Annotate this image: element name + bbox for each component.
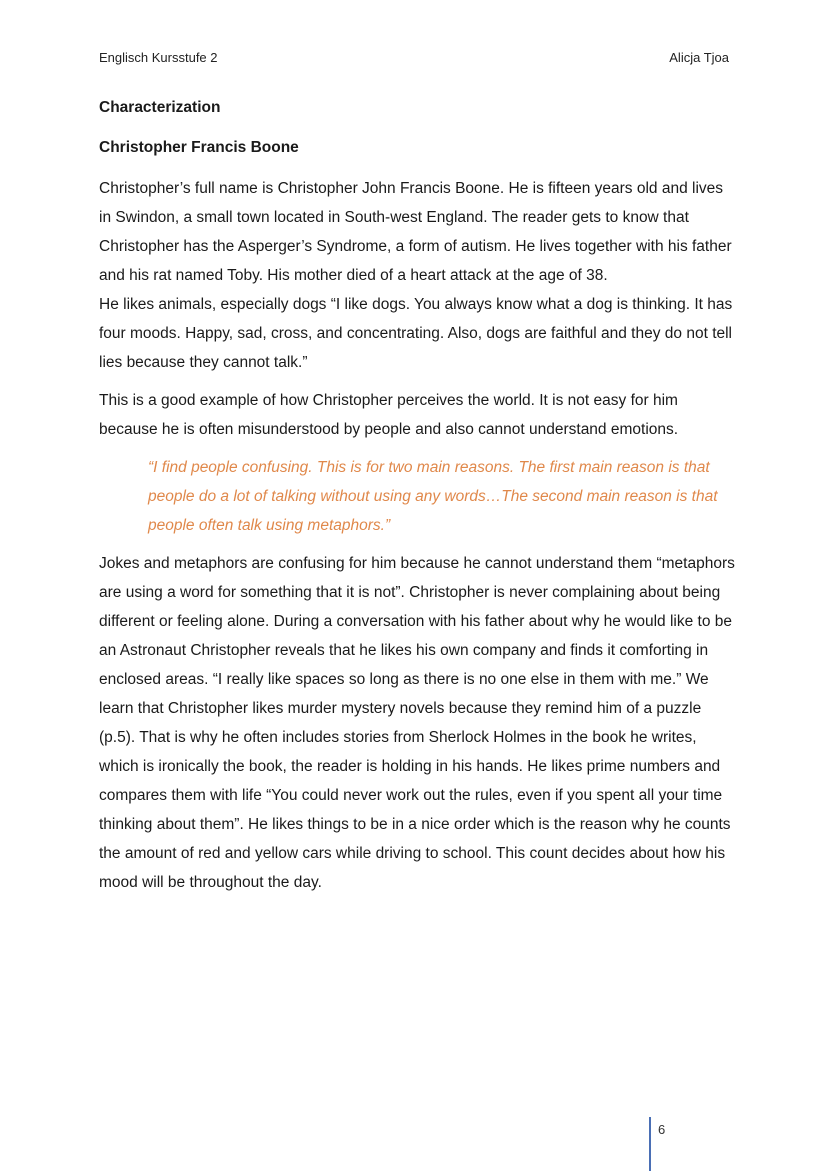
paragraph-metaphors: Jokes and metaphors are confusing for him because he cannot understand them “metaphors are using a word for something that it is not”. Christopher is never complaining about being different or feeling alone. During a conversation with his father about why he would like to be an Astronaut Christopher reveals that he likes his own company and finds it comforting in enclosed areas. “I really like spaces so long as there is no one else in them with me.” We learn that Christopher likes murder mystery novels because they remind him of a puzzle (p.5). That is why he often includes stories from Sherlock Holmes in the book he writes, which is ironically the book, the reader is holding in his hands. He likes prime numbers and compares them with life “You could never work out the rules, even if you spent all your time thinking about them”. He likes things to be in a nice order which is the reason why he counts the amount of red and yellow cars while driving to school. This count decides about how his mood will be throughout the day. [99, 555, 735, 891]
paragraph-perception: This is a good example of how Christopher perceives the world. It is not easy for him because he is often misunderstood by people and also cannot understand emotions. [99, 392, 679, 438]
paragraph-intro: Christopher’s full name is Christopher John Francis Boone. He is fifteen years old and lives in Swindon, a small town located in South-west England. The reader gets to know that Christopher has the Asperger’s Syndrome, a form of autism. He lives together with his father and his rat named Toby. His mother died of a heart attack at the age of 38. [99, 180, 732, 284]
subsection-title: Christopher Francis Boone [99, 139, 299, 156]
block-quote: “I find people confusing. This is for two main reasons. The first main reason is that people do a lot of talking without using any words…The second main reason is that people often talk using metaphors.” [148, 459, 718, 534]
paragraph-animals: He likes animals, especially dogs “I like dogs. You always know what a dog is thinking. It has four moods. Happy, sad, cross, and concentrating. Also, dogs are faithful and they do not tell lies because they cannot talk.” [99, 296, 733, 371]
section-title: Characterization [99, 99, 221, 116]
footer-divider [649, 1117, 651, 1171]
page-header [99, 50, 729, 70]
header-author: Alicja Tjoa [669, 50, 729, 65]
header-course: Englisch Kursstufe 2 [99, 50, 218, 65]
document-body [99, 97, 735, 897]
page-number: 6 [658, 1122, 666, 1137]
